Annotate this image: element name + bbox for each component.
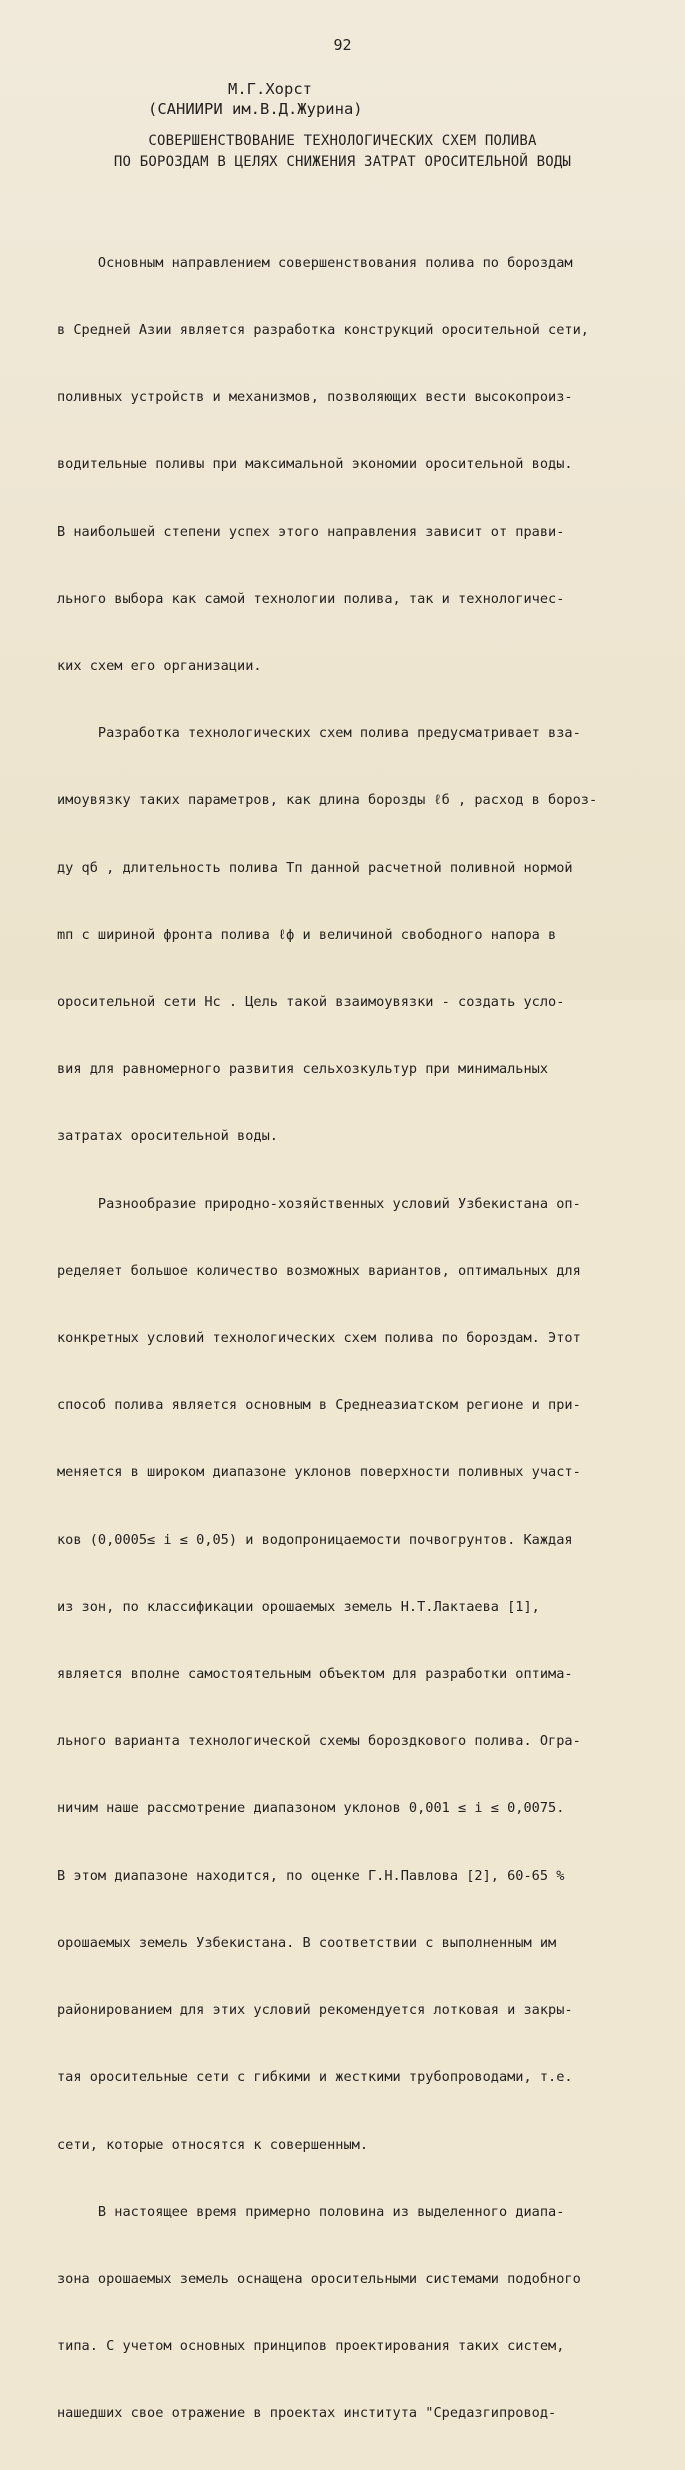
body-line: имоувязку таких параметров, как длина борозды ℓб , расход в бороз-	[57, 792, 598, 809]
body-line: льного варианта технологической схемы бороздкового полива. Огра-	[57, 1733, 581, 1750]
body-line: поливных устройств и механизмов, позволяющих вести высокопроиз-	[57, 389, 573, 406]
body-line: в Средней Азии является разработка конструкций оросительной сети,	[57, 322, 589, 339]
body-line: тая оросительные сети с гибкими и жесткими трубопроводами, т.е.	[57, 2069, 573, 2086]
body-line: ких схем его организации.	[57, 658, 262, 675]
body-line: конкретных условий технологических схем полива по бороздам. Этот	[57, 1330, 581, 1347]
body-line: mп с шириной фронта полива ℓф и величиной свободного напора в	[57, 926, 557, 943]
author-affiliation: (САНИИРИ им.В.Д.Журина)	[148, 100, 363, 118]
body-line: районированием для этих условий рекомендуется лотковая и закры-	[57, 2002, 573, 2019]
body-line: способ полива является основным в Среднеазиатском регионе и при-	[57, 1397, 581, 1414]
body-line: нашедших свое отражение в проектах института "Средазгипровод-	[57, 2405, 557, 2422]
body-line: ределяет большое количество возможных вариантов, оптимальных для	[57, 1262, 581, 1279]
body-line: зона орошаемых земель оснащена оросительными системами подобного	[57, 2270, 581, 2287]
body-line: ков (0,0005≤ i ≤ 0,05) и водопроницаемости почвогрунтов. Каждая	[57, 1531, 573, 1548]
body-line: вия для равномерного развития сельхозкультур при минимальных	[57, 1061, 549, 1078]
article-title	[0, 131, 685, 173]
body-line: В этом диапазоне находится, по оценке Г.Н.Павлова [2], 60-65 %	[57, 1867, 565, 1884]
body-line: является вполне самостоятельным объектом для разработки оптима-	[57, 1666, 573, 1683]
page-number: 92	[333, 36, 352, 54]
body-text	[57, 207, 657, 2470]
title-line: ПО БОРОЗДАМ В ЦЕЛЯХ СНИЖЕНИЯ ЗАТРАТ ОРОСИТЕЛЬНОЙ ВОДЫ	[113, 154, 572, 170]
body-line: меняется в широком диапазоне уклонов поверхности поливных участ-	[57, 1464, 581, 1481]
body-line: ду qб , длительность полива Tп данной расчетной поливной нормой	[57, 859, 573, 876]
title-line: СОВЕРШЕНСТВОВАНИЕ ТЕХНОЛОГИЧЕСКИХ СХЕМ ПОЛИВА	[148, 133, 537, 149]
body-line: затратах оросительной воды.	[57, 1128, 278, 1145]
body-line: Разработка технологических схем полива предусматривает вза-	[57, 725, 581, 742]
body-line: сети, которые относятся к совершенным.	[57, 2136, 368, 2153]
body-line: оросительной сети Hс . Цель такой взаимоувязки - создать усло-	[57, 994, 565, 1011]
author-name: М.Г.Хорст	[228, 80, 312, 98]
body-line: В настоящее время примерно половина из выделенного диапа-	[57, 2203, 565, 2220]
body-line: водительные поливы при максимальной экономии оросительной воды.	[57, 456, 573, 473]
body-line: Основным направлением совершенствования полива по бороздам	[57, 254, 573, 271]
body-line: из зон, по классификации орошаемых земель Н.Т.Лактаева [1],	[57, 1598, 540, 1615]
body-line: В наибольшей степени успех этого направления зависит от прави-	[57, 523, 565, 540]
body-line: Разнообразие природно-хозяйственных условий Узбекистана оп-	[57, 1195, 581, 1212]
body-line: льного выбора как самой технологии полива, так и технологичес-	[57, 590, 565, 607]
body-line: ничим наше рассмотрение диапазоном уклонов 0,001 ≤ i ≤ 0,0075.	[57, 1800, 565, 1817]
body-line: орошаемых земель Узбекистана. В соответствии с выполненным им	[57, 1934, 557, 1951]
body-line: типа. С учетом основных принципов проектирования таких систем,	[57, 2338, 565, 2355]
